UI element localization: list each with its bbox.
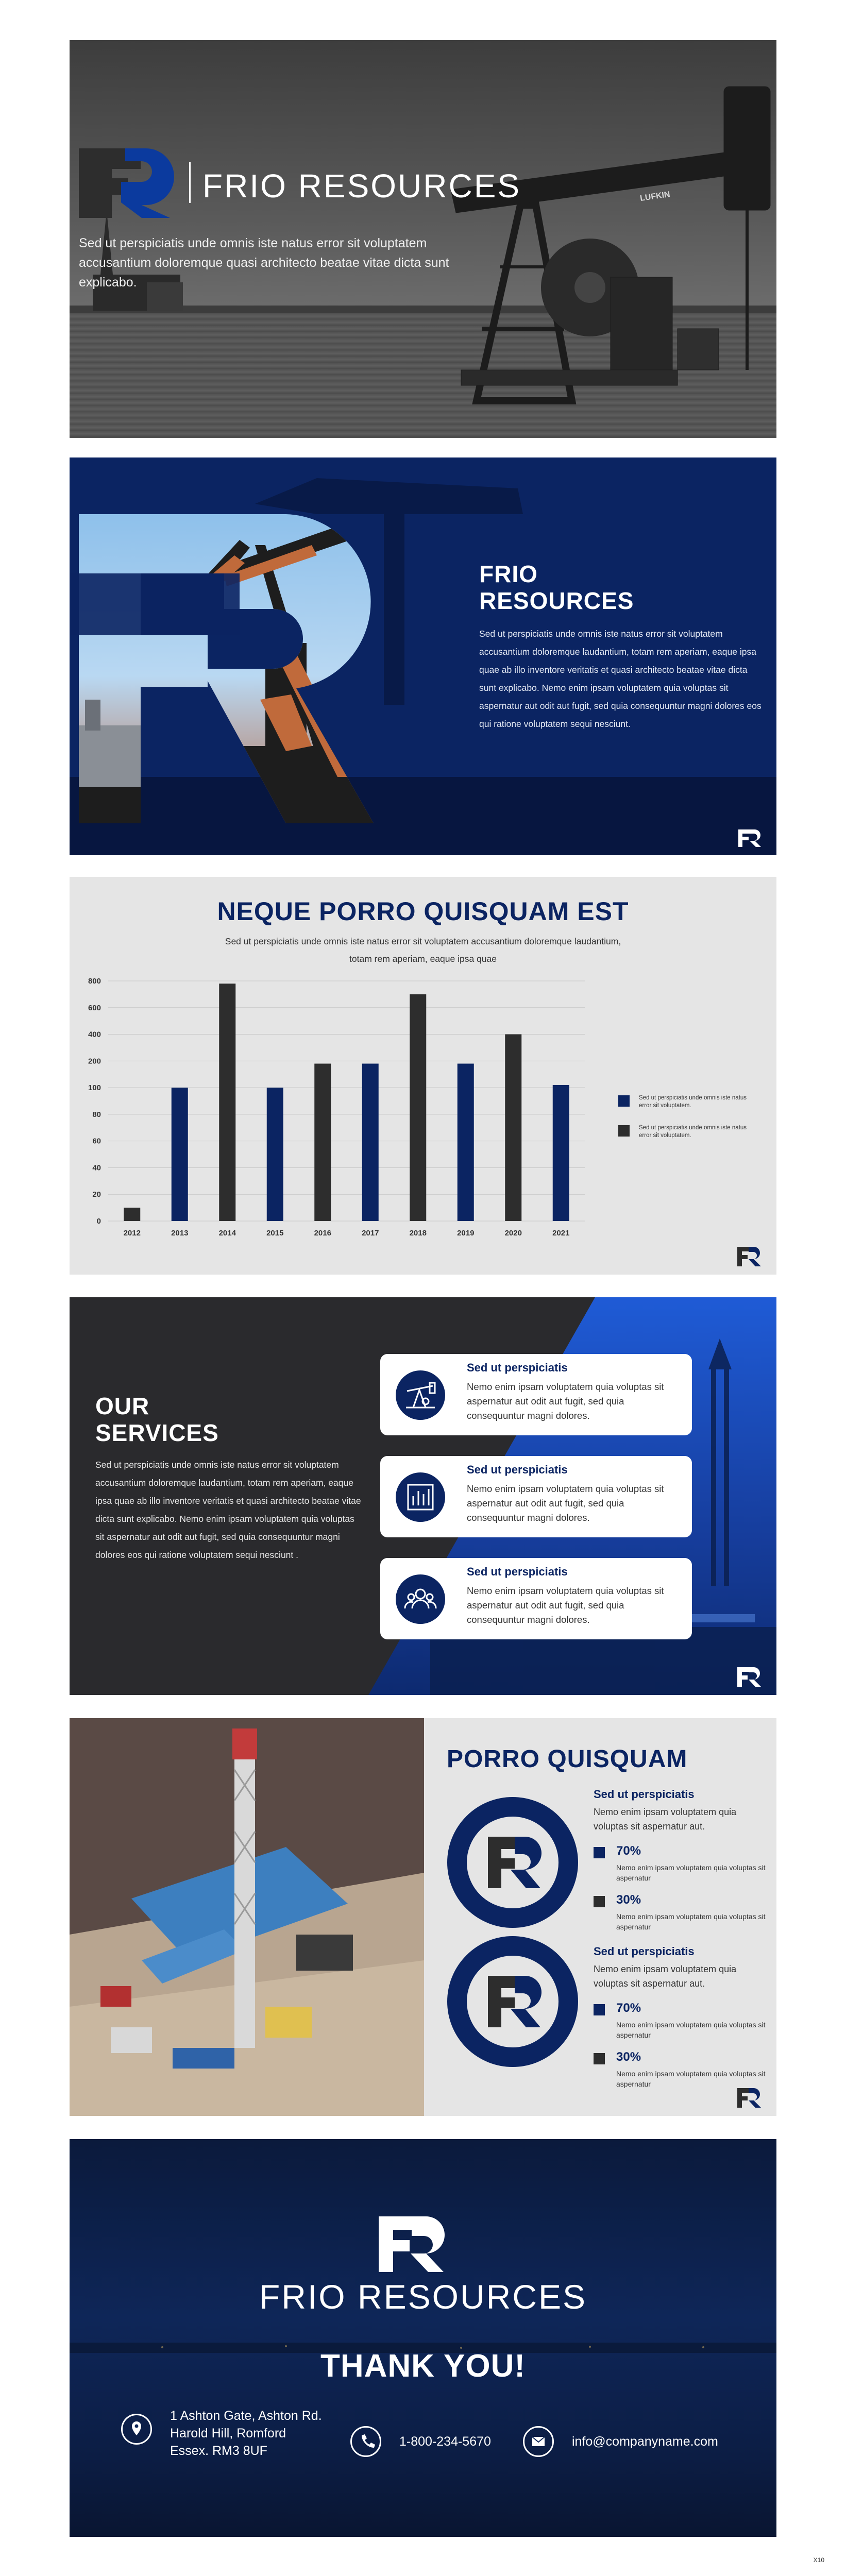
stat-swatch (594, 1896, 605, 1907)
stat-text-1: Nemo enim ipsam voluptatem quia voluptas sit aspernatur aut. (594, 1807, 737, 1832)
fr-mark-icon (736, 2087, 763, 2109)
bar (362, 1064, 379, 1221)
bar (314, 1064, 331, 1221)
fr-logo-icon (79, 143, 182, 221)
x-tick-label: 2020 (504, 1229, 522, 1238)
donut-chart-2 (446, 1935, 580, 2069)
fr-logo-icon (488, 1976, 542, 2027)
page-label: X10 (813, 2556, 824, 2564)
bar (172, 1088, 188, 1221)
logo-divider (189, 162, 191, 203)
y-tick-label: 100 (88, 1083, 101, 1093)
bar (124, 1208, 140, 1221)
service-card-title: Sed ut perspiciatis (467, 1361, 568, 1374)
chart-title: NEQUE PORRO QUISQUAM EST (217, 897, 629, 926)
email-icon (523, 2426, 554, 2457)
stat-desc: Nemo enim ipsam voluptatem quia voluptas sit aspernatur (616, 2070, 766, 2088)
service-card-3[interactable] (380, 1558, 692, 1639)
fr-logo-icon (488, 1837, 542, 1888)
stat-desc: Nemo enim ipsam voluptatem quia voluptas sit aspernatur (616, 1863, 766, 1882)
location-pin-icon (121, 2414, 152, 2445)
service-card-text: Nemo enim ipsam voluptatem quia voluptas sit aspernatur aut odit aut fugit, sed quia consequuntur magni dolores. (467, 1483, 664, 1523)
x-tick-label: 2017 (362, 1229, 379, 1238)
address-line-3: Essex. RM3 8UF (170, 2444, 267, 2458)
pump-brand-label: LUFKIN (639, 190, 671, 203)
y-tick-label: 400 (88, 1030, 101, 1039)
service-card-1[interactable] (380, 1354, 692, 1435)
donut-chart-1 (446, 1795, 580, 1929)
x-tick-label: 2016 (314, 1229, 331, 1238)
services-body: Sed ut perspiciatis unde omnis iste natus error sit voluptatem accusantium doloremque laudantium, totam rem aperiam, eaque ipsa quae ab illo inventore veritatis et quasi architecto beatae vitae dicta sunt explicabo. Nemo enim ipsam voluptatem quia voluptas sit aspernatur aut odit aut fugit, sed quia consequuntur magni dolores eos qui ratione voluptatem sequi nesciunt . (95, 1460, 361, 1560)
y-tick-label: 800 (88, 977, 101, 986)
y-tick-label: 40 (92, 1163, 101, 1173)
y-tick-label: 80 (92, 1110, 101, 1119)
address-line-1: 1 Ashton Gate, Ashton Rd. (170, 2409, 322, 2423)
service-card-2[interactable] (380, 1456, 692, 1537)
x-tick-label: 2013 (171, 1229, 189, 1238)
address-line-2: Harold Hill, Romford (170, 2426, 286, 2441)
stat-swatch (594, 1847, 605, 1858)
stat-percent: 70% (616, 1844, 641, 1858)
y-tick-label: 0 (96, 1217, 101, 1226)
stat-swatch (594, 2004, 605, 2015)
cover-tagline: Sed ut perspiciatis unde omnis iste natus error sit voluptatem accusantium doloremque quasi architecto beatae vitae dicta sunt explicabo. (79, 236, 449, 290)
brand-name: FRIO RESOURCES (259, 2278, 587, 2316)
slide-services (70, 1297, 776, 1695)
y-tick-label: 60 (92, 1137, 101, 1146)
team-icon (396, 1574, 445, 1624)
stat-title-2: Sed ut perspiciatis (594, 1945, 695, 1958)
phone-number[interactable]: 1-800-234-5670 (399, 2434, 491, 2449)
service-card-title: Sed ut perspiciatis (467, 1565, 568, 1578)
about-body: Sed ut perspiciatis unde omnis iste natus error sit voluptatem accusantium doloremque laudantium, totam rem aperiam, eaque ipsa quae ab illo inventore veritatis et quasi architecto beatae vitae dicta sunt explicabo. Nemo enim ipsam voluptatem quia voluptas sit aspernatur aut odit aut fugit, sed quia consequuntur magni dolores eos qui ratione voluptatem sequi nesciunt. (479, 629, 762, 729)
chart-subtitle: Sed ut perspiciatis unde omnis iste natus error sit voluptatem accusantium doloremque laudantium, totam rem aperiam, eaque ipsa quae (225, 936, 621, 964)
stat-text-2: Nemo enim ipsam voluptatem quia voluptas sit aspernatur aut. (594, 1964, 737, 1989)
bar (458, 1064, 474, 1221)
x-tick-label: 2018 (409, 1229, 427, 1238)
thank-you-heading: THANK YOU! (320, 2348, 526, 2384)
slide-cover (70, 40, 776, 438)
stat-swatch (594, 2053, 605, 2064)
bar-chart (70, 877, 776, 1275)
address (170, 2407, 322, 2460)
legend-swatch-2 (618, 1125, 630, 1137)
slide-stats (70, 1718, 776, 2116)
fr-logo-icon (379, 2216, 445, 2272)
y-tick-label: 200 (88, 1057, 101, 1066)
bar (267, 1088, 283, 1221)
legend-swatch-1 (618, 1095, 630, 1107)
services-title: OUR SERVICES (95, 1393, 219, 1446)
email-address[interactable]: info@companyname.com (572, 2434, 718, 2449)
service-card-text: Nemo enim ipsam voluptatem quia voluptas sit aspernatur aut odit aut fugit, sed quia consequuntur magni dolores. (467, 1381, 664, 1421)
night-field-background (70, 2139, 776, 2537)
slide-chart (70, 877, 776, 1275)
about-title: FRIO RESOURCES (479, 561, 634, 614)
service-card-title: Sed ut perspiciatis (467, 1463, 568, 1476)
stat-percent: 30% (616, 1893, 641, 1907)
phone-icon (350, 2426, 381, 2457)
legend-label-2: Sed ut perspiciatis unde omnis iste natus error sit voluptatem. (639, 1125, 747, 1139)
x-tick-label: 2014 (218, 1229, 236, 1238)
y-tick-label: 600 (88, 1003, 101, 1012)
slide-about (70, 457, 776, 855)
fr-mark-icon (736, 1666, 763, 1688)
slide-thank-you (70, 2139, 776, 2537)
y-tick-label: 20 (92, 1190, 101, 1199)
fr-mark-icon (736, 1246, 763, 1267)
stats-title: PORRO QUISQUAM (447, 1745, 688, 1773)
bar (505, 1035, 521, 1221)
bar (219, 984, 235, 1221)
stat-title-1: Sed ut perspiciatis (594, 1788, 695, 1801)
x-tick-label: 2015 (266, 1229, 284, 1238)
legend-label-1: Sed ut perspiciatis unde omnis iste natus error sit voluptatem. (639, 1095, 747, 1109)
x-tick-label: 2012 (123, 1229, 141, 1238)
service-card-text: Nemo enim ipsam voluptatem quia voluptas sit aspernatur aut odit aut fugit, sed quia consequuntur magni dolores. (467, 1585, 664, 1625)
pump-jack-icon (396, 1370, 445, 1420)
x-tick-label: 2019 (457, 1229, 475, 1238)
stat-percent: 70% (616, 2001, 641, 2015)
brand-name: FRIO RESOURCES (202, 167, 521, 205)
x-tick-label: 2021 (552, 1229, 570, 1238)
stat-desc: Nemo enim ipsam voluptatem quia voluptas sit aspernatur (616, 2021, 766, 2039)
bar-chart-icon (396, 1472, 445, 1522)
drilling-site-photo (70, 1718, 424, 2116)
bar (553, 1085, 569, 1221)
bar (410, 994, 426, 1221)
stat-desc: Nemo enim ipsam voluptatem quia voluptas sit aspernatur (616, 1912, 766, 1931)
stat-percent: 30% (616, 2050, 641, 2064)
